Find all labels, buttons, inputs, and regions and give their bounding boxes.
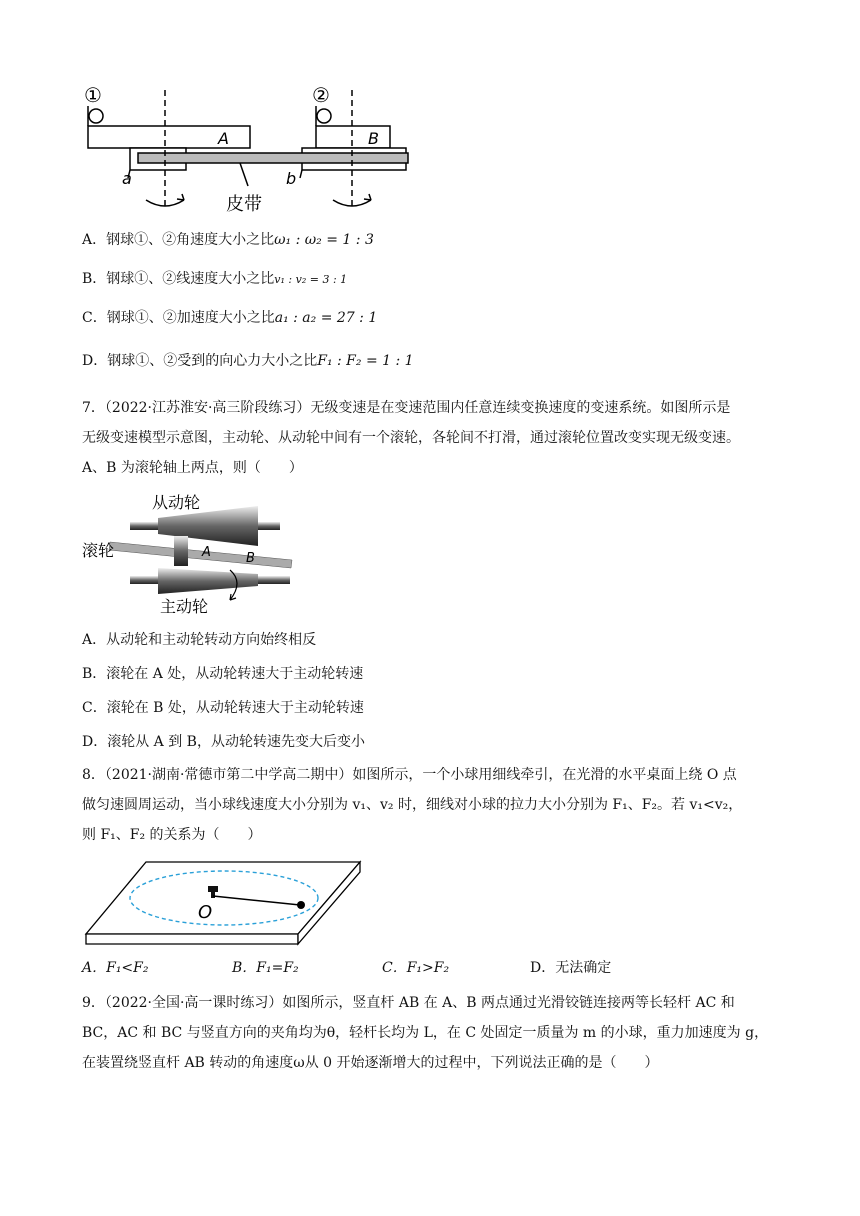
roller bbox=[174, 536, 188, 566]
driver-wheel-label: 主动轮 bbox=[160, 597, 209, 616]
driver-wheel bbox=[158, 568, 258, 594]
wheel-a-label: A bbox=[218, 129, 229, 148]
ball-2-label: ② bbox=[312, 83, 330, 107]
q6-option-a: A．钢球①、②角速度大小之比ω₁ : ω₂ = 1 : 3 bbox=[82, 232, 374, 248]
q6-option-d: D．钢球①、②受到的向心力大小之比F₁ : F₂ = 1 : 1 bbox=[82, 353, 414, 369]
table-figure bbox=[84, 860, 364, 946]
roller-label: 滚轮 bbox=[82, 541, 115, 560]
point-b-label: b bbox=[286, 169, 297, 188]
roller-axle bbox=[109, 542, 292, 568]
point-b-label: B bbox=[246, 551, 255, 566]
cvt-figure bbox=[80, 490, 300, 616]
q8-option-c: C．F₁>F₂ bbox=[382, 960, 450, 976]
ball-1-label: ① bbox=[84, 83, 102, 107]
ball bbox=[297, 901, 305, 909]
q6-option-b: B．钢球①、②线速度大小之比v₁ : v₂ = 3 : 1 bbox=[82, 271, 348, 287]
q7-stem: 7．（2022·江苏淮安·高三阶段练习）无级变速是在变速范围内任意连续变换速度的变速系统。如图所示是 无级变速模型示意图，主动轮、从动轮中间有一个滚轮，各轮间不打滑，通过滚轮位置改变实现无级变速。 A、B 为滚轮轴上两点，则（ ） bbox=[82, 400, 740, 476]
ball-2 bbox=[317, 109, 331, 123]
q7-option-a: A．从动轮和主动轮转动方向始终相反 bbox=[82, 632, 317, 648]
q8-option-a: A．F₁<F₂ bbox=[82, 960, 149, 976]
q9-stem: 9．（2022·全国·高一课时练习）如图所示，竖直杆 AB 在 A、B 两点通过光滑铰链连接两等长轻杆 AC 和 BC，AC 和 BC 与竖直方向的夹角均为θ，轻杆长均为 L，在 C 处固定一质量为 m 的小球，重力加速度为 g， 在装置绕竖直杆 AB 转动的角速度ω从 0 开始逐渐增大的过程中，下列说法正确的是（ ） bbox=[82, 995, 769, 1071]
q6-option-c: C．钢球①、②加速度大小之比a₁ : a₂ = 27 : 1 bbox=[82, 310, 378, 326]
driven-wheel bbox=[158, 506, 258, 546]
belt-label: 皮带 bbox=[226, 194, 262, 215]
q8-stem: 8．（2021·湖南·常德市第二中学高二期中）如图所示，一个小球用细线牵引，在光滑的水平桌面上绕 O 点 做匀速圆周运动，当小球线速度大小分别为 v₁、v₂ 时，细线对小球的拉力大小分别为 F₁、F₂。若 v₁<v₂， 则 F₁、F₂ 的关系为（ ） bbox=[82, 767, 743, 843]
belt-drive-figure bbox=[80, 82, 410, 218]
ball-1 bbox=[89, 109, 103, 123]
q8-option-d: D．无法确定 bbox=[530, 960, 612, 976]
q7-option-c: C．滚轮在 B 处，从动轮转速大于主动轮转速 bbox=[82, 700, 364, 716]
point-a-label: a bbox=[122, 169, 132, 188]
wheel-b-label: B bbox=[368, 129, 379, 148]
q7-option-d: D．滚轮从 A 到 B，从动轮转速先变大后变小 bbox=[82, 734, 365, 750]
driven-wheel-label: 从动轮 bbox=[152, 493, 201, 512]
center-label: O bbox=[198, 902, 213, 923]
q8-option-b: B．F₁=F₂ bbox=[232, 960, 299, 976]
point-a-label: A bbox=[202, 545, 211, 560]
q7-option-b: B．滚轮在 A 处，从动轮转速大于主动轮转速 bbox=[82, 666, 364, 682]
belt bbox=[138, 153, 408, 163]
